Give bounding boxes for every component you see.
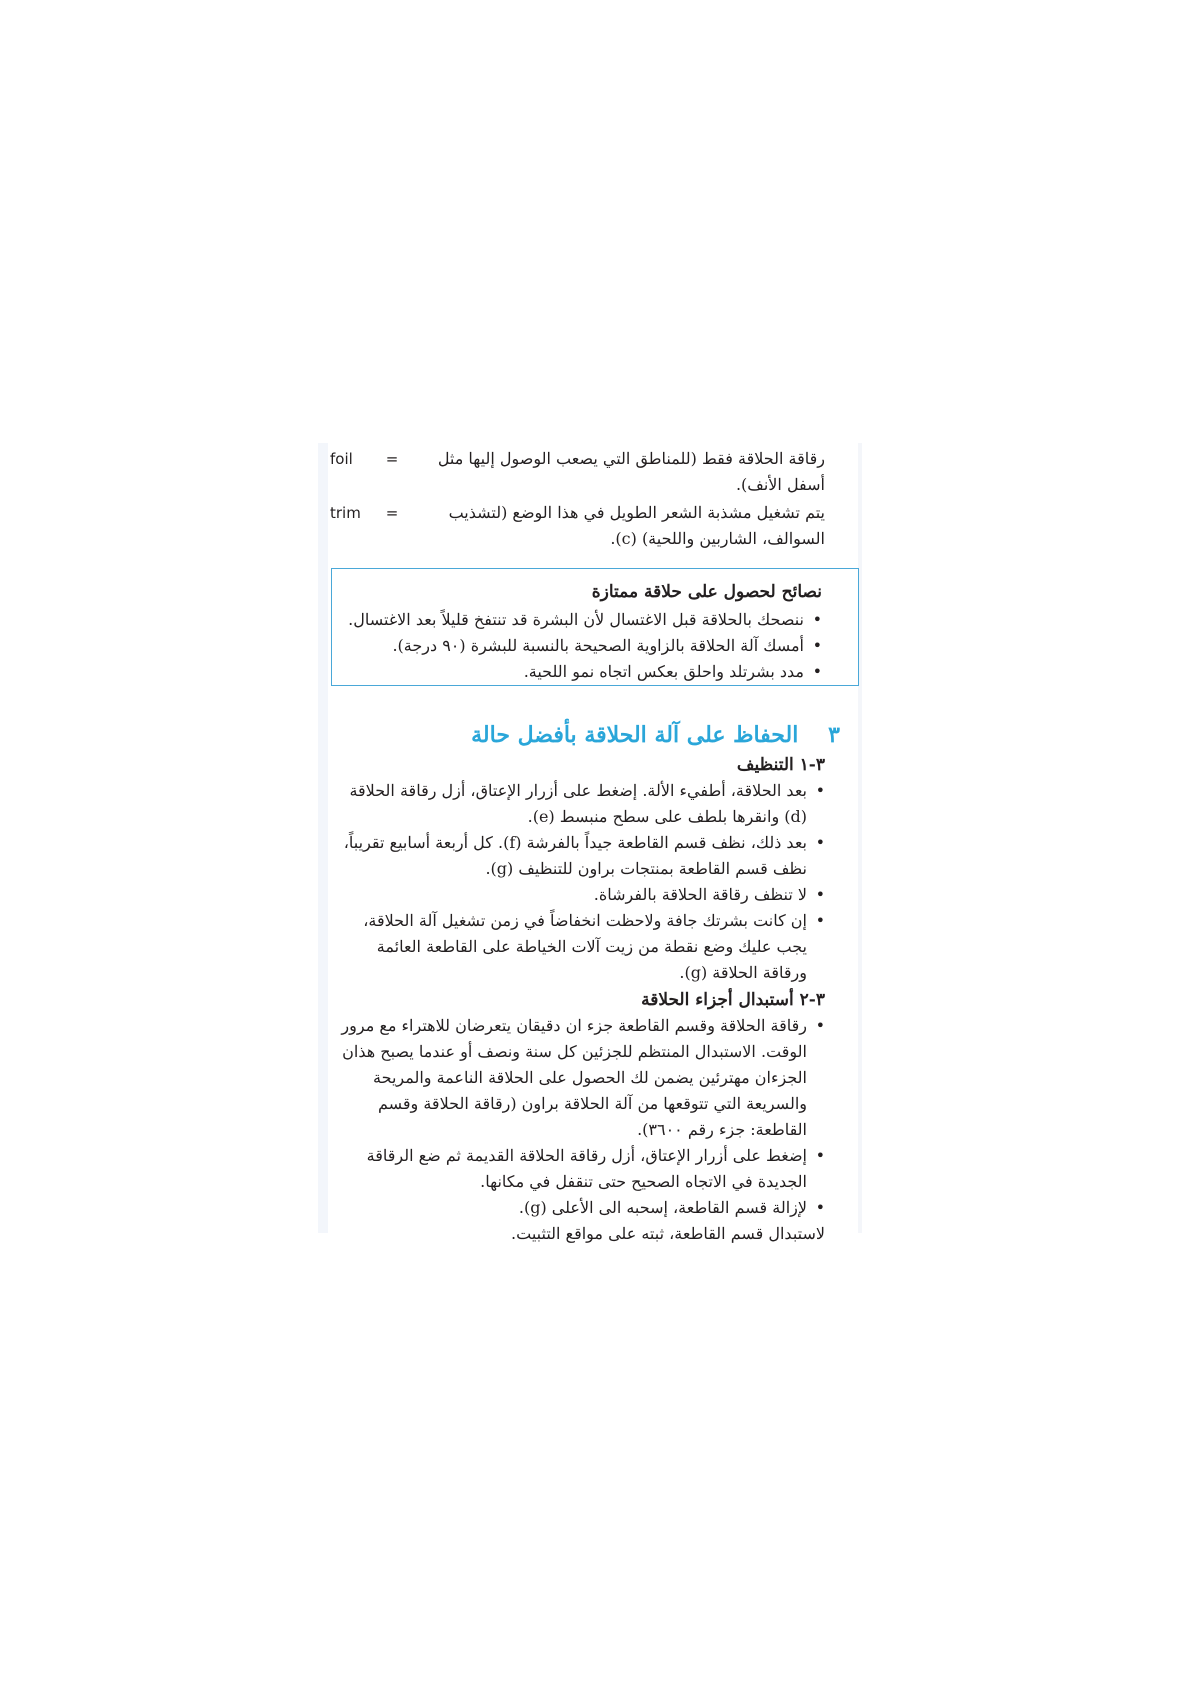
section-number: ٣ [828, 722, 840, 748]
definitions-list [330, 446, 825, 552]
page-gutter [318, 443, 328, 1233]
subsection-title: ٣-٢ أستبدال أجزاء الحلاقة [641, 990, 825, 1010]
list-item: • مدد بشرتلد واحلق بعكس اتجاه نمو اللحية. [342, 659, 822, 685]
subsection-title: ٣-١ التنظيف [736, 755, 825, 775]
list-item: • رقاقة الحلاقة وقسم القاطعة جزء ان دقيقان يتعرضان للاهتراء مع مرور الوقت. الاستبدال المنتظم للجزئين كل سنة ونصف أو عندما يصبح هذان الجزءان مهترئين يضمن لك الحصول على الحلاقة الناعمة والمريحة والسريعة التي تتوقعها من آلة الحلاقة براون (رقاقة الحلاقة وقسم القاطعة: جزء رقم ٣٦٠٠). [330, 1013, 825, 1143]
tips-list [342, 607, 822, 685]
cleaning-section [330, 752, 825, 986]
section-heading [420, 720, 840, 750]
list-item: • ننصحك بالحلاقة قبل الاغتسال لأن البشرة قد تنتفخ قليلاً بعد الاغتسال. [342, 607, 822, 633]
page-edge [858, 443, 862, 1233]
section-title: الحفاظ على آلة الحلاقة بأفضل حالة [471, 722, 799, 748]
definition-equals: = [385, 450, 399, 468]
tips-box [331, 568, 859, 686]
definition-text: يتم تشغيل مشذبة الشعر الطويل في هذا الوضع (لتشذيب السوالف، الشاربين واللحية) (c). [448, 503, 825, 548]
trailing-paragraph: لاستبدال قسم القاطعة، ثبته على مواقع التثبيت. [511, 1224, 825, 1243]
definition-trim [330, 500, 825, 552]
definition-term: trim [330, 504, 361, 522]
cleaning-list [330, 778, 825, 986]
list-item: • لا تنظف رقاقة الحلاقة بالفرشاة. [330, 882, 825, 908]
list-item: • أمسك آلة الحلاقة بالزاوية الصحيحة بالنسبة للبشرة (٩٠ درجة). [342, 633, 822, 659]
replacement-section [330, 987, 825, 1247]
list-item: • بعد ذلك، نظف قسم القاطعة جيداً بالفرشة (f). كل أربعة أسابيع تقريباً، نظف قسم القاطعة بمنتجات براون للتنظيف (g). [330, 830, 825, 882]
replacement-list [330, 1013, 825, 1221]
list-item: • إن كانت بشرتك جافة ولاحظت انخفاضاً في زمن تشغيل آلة الحلاقة، يجب عليك وضع نقطة من زيت آلات الخياطة على القاطعة العائمة ورقاقة الحلاقة (g). [330, 908, 825, 986]
list-item: • إضغط على أزرار الإعتاق، أزل رقاقة الحلاقة القديمة ثم ضع الرقاقة الجديدة في الاتجاه الصحيح حتى تنقفل في مكانها. [330, 1143, 825, 1195]
list-item: • بعد الحلاقة، أطفيء الألة. إضغط على أزرار الإعتاق، أزل رقاقة الحلاقة (d) وانقرها بلطف على سطح منبسط (e). [330, 778, 825, 830]
list-item: • لإزالة قسم القاطعة، إسحبه الى الأعلى (g). [330, 1195, 825, 1221]
definition-equals: = [385, 504, 399, 522]
definition-term: foil [330, 450, 353, 468]
definition-text: رقاقة الحلاقة فقط (للمناطق التي يصعب الوصول إليها مثل أسفل الأنف). [437, 449, 825, 494]
definition-foil [330, 446, 825, 498]
tips-title: نصائح لحصول على حلاقة ممتازة [591, 582, 822, 602]
